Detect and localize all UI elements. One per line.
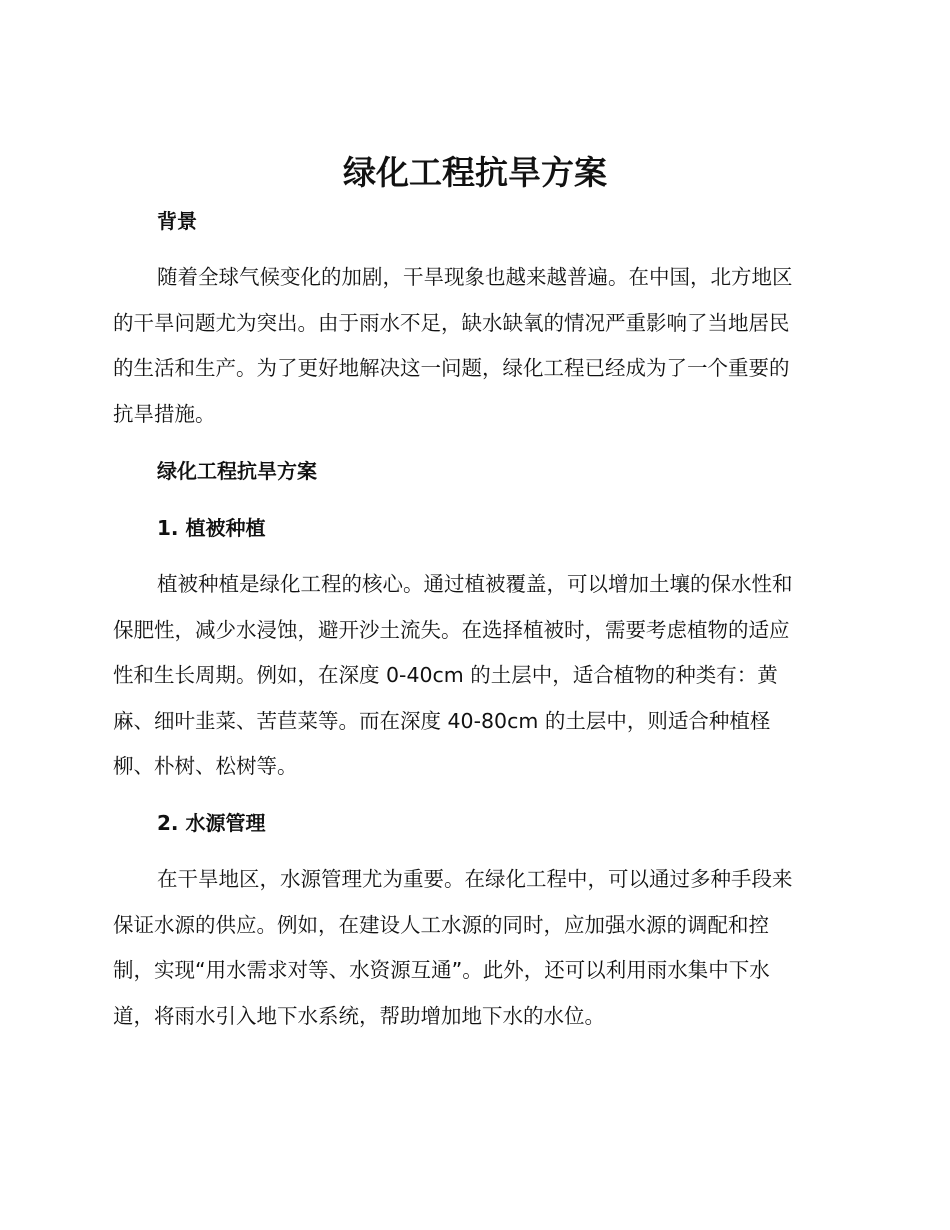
paragraph-line: 的生活和生产。为了更好地解决这一问题，绿化工程已经成为了一个重要的 <box>113 356 790 380</box>
paragraph-line: 麻、细叶韭菜、苦苣菜等。而在深度 40-80cm 的土层中，则适合种植柽 <box>113 708 771 733</box>
paragraph-line: 在干旱地区，水源管理尤为重要。在绿化工程中，可以通过多种手段来 <box>157 867 793 891</box>
section-heading-background: 背景 <box>157 209 197 233</box>
paragraph-line: 抗旱措施。 <box>113 401 216 426</box>
paragraph-line: 保肥性，减少水浸蚀，避开沙土流失。在选择植被时，需要考虑植物的适应 <box>113 617 790 642</box>
paragraph-line: 保证水源的供应。例如，在建设人工水源的同时，应加强水源的调配和控 <box>113 912 769 937</box>
paragraph-line: 道，将雨水引入地下水系统，帮助增加地下水的水位。 <box>113 1003 605 1028</box>
paragraph-vegetation <box>113 562 833 790</box>
section-heading-vegetation: 1. 植被种植 <box>157 516 266 540</box>
document-title: 绿化工程抗旱方案 <box>343 153 607 192</box>
section-heading-water: 2. 水源管理 <box>157 811 266 835</box>
paragraph-line: 随着全球气候变化的加剧，干旱现象也越来越普遍。在中国，北方地区 <box>157 265 793 289</box>
paragraph-background <box>113 255 833 437</box>
paragraph-water <box>113 857 833 1039</box>
paragraph-line: 柳、朴树、松树等。 <box>113 754 298 778</box>
paragraph-line: 的干旱问题尤为突出。由于雨水不足，缺水缺氧的情况严重影响了当地居民 <box>113 310 790 335</box>
paragraph-line: 植被种植是绿化工程的核心。通过植被覆盖，可以增加土壤的保水性和 <box>157 572 793 596</box>
section-heading-plan: 绿化工程抗旱方案 <box>157 459 317 483</box>
paragraph-line: 制，实现“用水需求对等、水资源互通”。此外，还可以利用雨水集中下水 <box>113 958 770 982</box>
paragraph-line: 性和生长周期。例如，在深度 0-40cm 的土层中，适合植物的种类有：黄 <box>113 663 778 687</box>
